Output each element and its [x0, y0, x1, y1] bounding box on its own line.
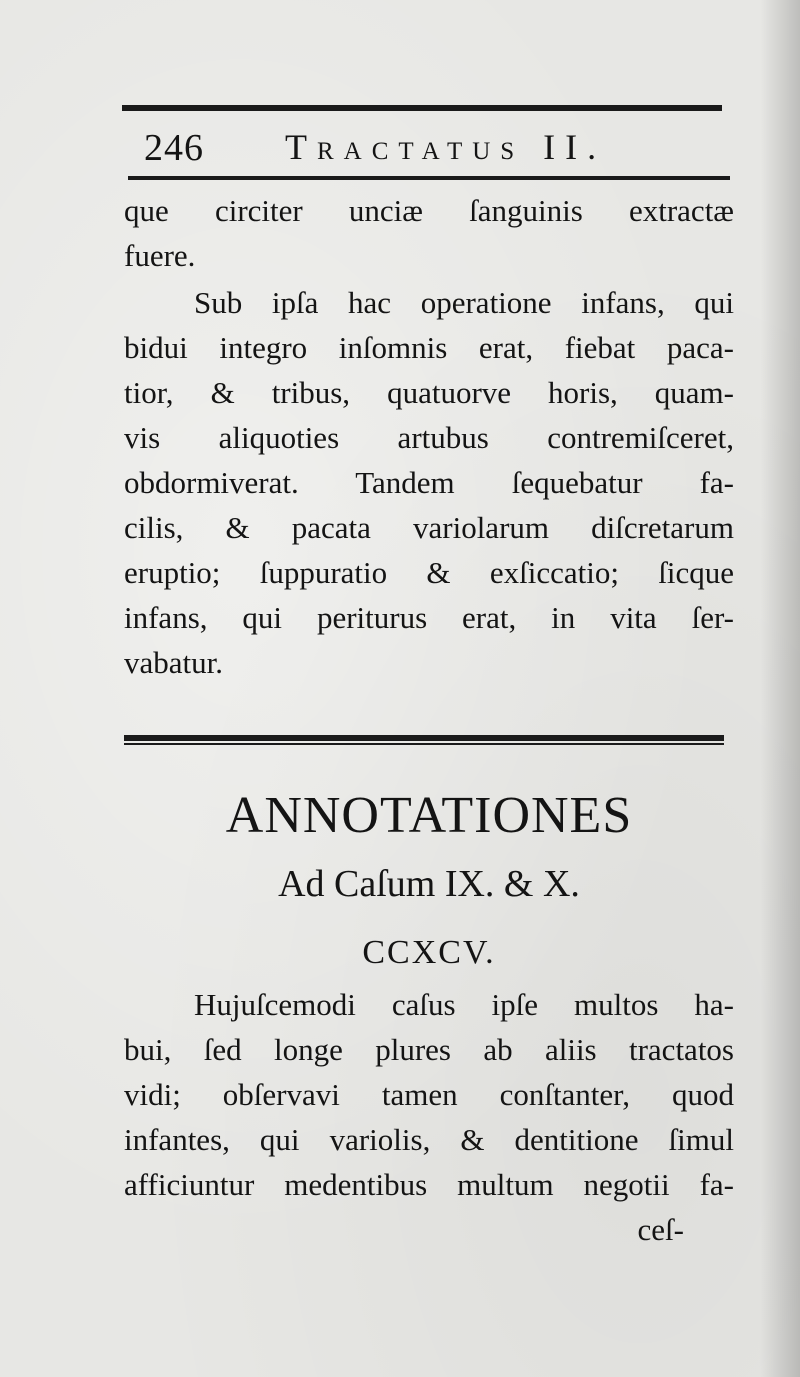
- text-line: vidi; obſervavi tamen conſtanter, quod: [124, 1077, 734, 1112]
- annotations-heading: ANNOTATIONES: [225, 787, 633, 844]
- page-edge-shadow: [760, 0, 800, 1377]
- running-title: Tractatus II.: [285, 127, 607, 167]
- text-line: tior, & tribus, quatuorve horis, quam-: [124, 375, 734, 410]
- text-line: cilis, & pacata variolarum diſcretarum: [124, 510, 734, 545]
- section-divider-rule: [124, 735, 724, 745]
- divider-thin-line: [124, 743, 724, 745]
- text-line: vabatur.: [124, 645, 223, 680]
- text-line: fuere.: [124, 238, 196, 273]
- paragraph-case-outcome: [124, 280, 734, 685]
- text-line: afficiuntur medentibus multum negotii fa-: [124, 1167, 734, 1202]
- text-line: bidui integro inſomnis erat, fiebat paca-: [124, 330, 734, 365]
- text-line: vis aliquoties artubus contremiſceret,: [124, 420, 734, 455]
- text-line: Hujuſcemodi caſus ipſe multos ha-: [194, 987, 734, 1022]
- text-line: eruptio; ſuppuratio & exſiccatio; ſicque: [124, 555, 734, 590]
- text-line: bui, ſed longe plures ab aliis tractatos: [124, 1032, 734, 1067]
- paragraph-continued: [124, 188, 734, 278]
- annotation-paragraph: [124, 982, 734, 1207]
- text-line: infans, qui periturus erat, in vita ſer-: [124, 600, 734, 635]
- text-line: infantes, qui variolis, & dentitione ſimul: [124, 1122, 734, 1157]
- header-top-rule: [122, 105, 722, 111]
- header-bottom-rule: [128, 176, 730, 180]
- text-line: Sub ipſa hac operatione infans, qui: [194, 285, 734, 320]
- annotations-subheading: Ad Caſum IX. & X.: [278, 863, 580, 905]
- divider-thick-line: [124, 735, 724, 741]
- catchword: ceſ-: [637, 1212, 684, 1247]
- text-line: que circiter unciæ ſanguinis extractæ: [124, 193, 734, 228]
- text-line: obdormiverat. Tandem ſequebatur fa-: [124, 465, 734, 500]
- page-number: 246: [144, 127, 204, 169]
- section-number: CCXCV.: [362, 934, 496, 971]
- running-head: [122, 118, 732, 174]
